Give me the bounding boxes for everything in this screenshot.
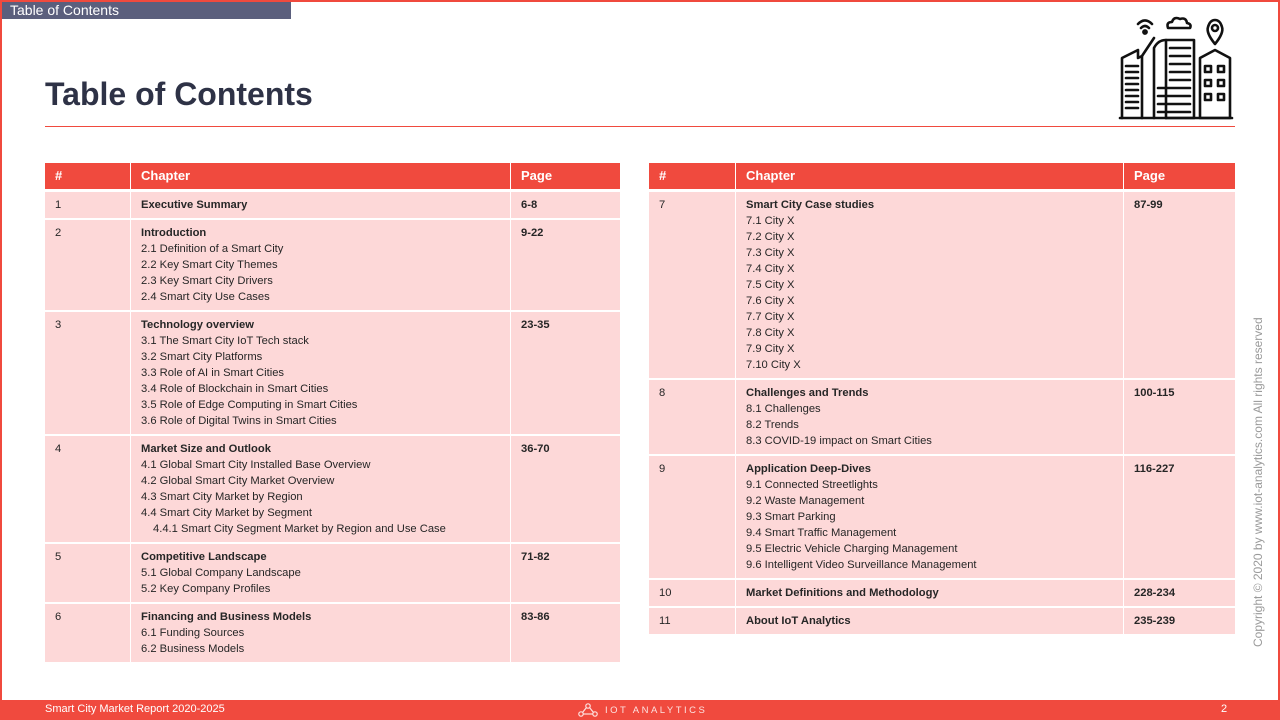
title-divider — [45, 126, 1235, 127]
chapter-cell — [131, 312, 511, 436]
column-header-page: Page — [511, 163, 620, 192]
chapter-title: Financing and Business Models — [141, 611, 312, 623]
sub-chapter: 7.2 City X — [746, 231, 795, 243]
sub-chapter: 4.1 Global Smart City Installed Base Overview — [141, 459, 371, 471]
page-range: 71-82 — [511, 544, 620, 604]
chapter-title: Introduction — [141, 227, 207, 239]
sub-chapter: 8.3 COVID-19 impact on Smart Cities — [746, 435, 932, 447]
sub-chapter: 9.4 Smart Traffic Management — [746, 527, 897, 539]
sub-chapter: 3.3 Role of AI in Smart Cities — [141, 367, 285, 379]
page-range: 228-234 — [1124, 580, 1235, 608]
chapter-number: 6 — [45, 604, 131, 664]
column-header-chapter: Chapter — [131, 163, 511, 192]
sub-chapter: 7.7 City X — [746, 311, 795, 323]
sub-chapter: 3.4 Role of Blockchain in Smart Cities — [141, 383, 329, 395]
chapter-number: 4 — [45, 436, 131, 544]
page-range: 23-35 — [511, 312, 620, 436]
chapter-number: 7 — [649, 192, 736, 380]
sub-chapter: 7.5 City X — [746, 279, 795, 291]
sub-chapter: 5.2 Key Company Profiles — [141, 583, 271, 595]
chapter-number: 3 — [45, 312, 131, 436]
sub-chapter: 4.3 Smart City Market by Region — [141, 491, 303, 503]
sub-chapter: 9.3 Smart Parking — [746, 511, 836, 523]
chapter-number: 8 — [649, 380, 736, 456]
column-header-number: # — [45, 163, 131, 192]
chapter-number: 5 — [45, 544, 131, 604]
smart-city-buildings-icon — [1118, 14, 1234, 122]
footer-logo — [577, 702, 707, 718]
sub-chapter: 2.1 Definition of a Smart City — [141, 243, 284, 255]
sub-chapter: 5.1 Global Company Landscape — [141, 567, 301, 579]
page-range: 87-99 — [1124, 192, 1235, 380]
toc-row — [45, 192, 620, 220]
toc-row — [649, 380, 1235, 456]
toc-table-right — [649, 163, 1235, 636]
toc-row — [649, 192, 1235, 380]
toc-row — [45, 312, 620, 436]
sub-chapter: 7.1 City X — [746, 215, 795, 227]
toc-table-left — [45, 163, 620, 664]
copyright-notice: Copyright © 2020 by www.iot-analytics.com All rights reserved — [1251, 317, 1265, 647]
sub-chapter: 9.2 Waste Management — [746, 495, 865, 507]
chapter-number: 9 — [649, 456, 736, 580]
chapter-title: Challenges and Trends — [746, 387, 869, 399]
chapter-title: Technology overview — [141, 319, 254, 331]
sub-chapter: 3.6 Role of Digital Twins in Smart Cities — [141, 415, 337, 427]
sub-chapter: 9.1 Connected Streetlights — [746, 479, 878, 491]
chapter-cell — [131, 604, 511, 664]
toc-row — [45, 604, 620, 664]
page-title: Table of Contents — [45, 76, 313, 112]
chapter-title: About IoT Analytics — [746, 615, 851, 627]
sub-chapter: 9.6 Intelligent Video Surveillance Management — [746, 559, 977, 571]
page-range: 235-239 — [1124, 608, 1235, 636]
chapter-cell — [736, 456, 1124, 580]
chapter-title: Application Deep-Dives — [746, 463, 871, 475]
sub-chapter: 7.8 City X — [746, 327, 795, 339]
page-range: 6-8 — [511, 192, 620, 220]
chapter-title: Smart City Case studies — [746, 199, 875, 211]
sub-chapter: 3.2 Smart City Platforms — [141, 351, 263, 363]
sub-chapter: 8.2 Trends — [746, 419, 799, 431]
sub-chapter: 6.1 Funding Sources — [141, 627, 245, 639]
toc-row — [45, 220, 620, 312]
sub-chapter: 7.6 City X — [746, 295, 795, 307]
page-range: 9-22 — [511, 220, 620, 312]
iot-analytics-logo-icon — [577, 702, 599, 718]
sub-chapter: 4.2 Global Smart City Market Overview — [141, 475, 335, 487]
toc-body-right — [649, 192, 1235, 636]
toc-row — [649, 580, 1235, 608]
chapter-title: Competitive Landscape — [141, 551, 267, 563]
sub-chapter: 7.4 City X — [746, 263, 795, 275]
sub-chapter: 3.1 The Smart City IoT Tech stack — [141, 335, 309, 347]
sub-chapter: 4.4 Smart City Market by Segment — [141, 507, 312, 519]
sub-chapter: 3.5 Role of Edge Computing in Smart Cities — [141, 399, 358, 411]
column-header-number: # — [649, 163, 736, 192]
toc-body-left — [45, 192, 620, 664]
sub-chapter: 6.2 Business Models — [141, 643, 245, 655]
column-header-chapter: Chapter — [736, 163, 1124, 192]
page-range: 83-86 — [511, 604, 620, 664]
sub-chapter: 8.1 Challenges — [746, 403, 821, 415]
chapter-number: 11 — [649, 608, 736, 636]
toc-row — [649, 608, 1235, 636]
chapter-cell — [131, 436, 511, 544]
toc-row — [649, 456, 1235, 580]
sub-chapter: 7.3 City X — [746, 247, 795, 259]
footer-logo-text: IOT ANALYTICS — [605, 704, 708, 716]
chapter-title: Executive Summary — [141, 199, 248, 211]
chapter-cell — [131, 220, 511, 312]
chapter-cell — [736, 192, 1124, 380]
footer-bar — [0, 700, 1280, 720]
page-number: 2 — [1221, 703, 1228, 715]
chapter-cell — [131, 192, 511, 220]
toc-row — [45, 544, 620, 604]
page-range: 100-115 — [1124, 380, 1235, 456]
chapter-cell — [736, 608, 1124, 636]
sub-chapter: 7.9 City X — [746, 343, 795, 355]
sub-chapter: 7.10 City X — [746, 359, 801, 371]
report-name: Smart City Market Report 2020-2025 — [45, 703, 225, 715]
sub-chapter: 4.4.1 Smart City Segment Market by Region and Use Case — [153, 523, 446, 535]
chapter-title: Market Definitions and Methodology — [746, 587, 939, 599]
chapter-title: Market Size and Outlook — [141, 443, 271, 455]
column-header-page: Page — [1124, 163, 1235, 192]
chapter-number: 10 — [649, 580, 736, 608]
chapter-cell — [736, 380, 1124, 456]
chapter-cell — [131, 544, 511, 604]
toc-header-row — [45, 163, 620, 192]
section-tag: Table of Contents — [2, 2, 291, 19]
chapter-cell — [736, 580, 1124, 608]
toc-row — [45, 436, 620, 544]
page-range: 116-227 — [1124, 456, 1235, 580]
sub-chapter: 2.2 Key Smart City Themes — [141, 259, 278, 271]
chapter-number: 2 — [45, 220, 131, 312]
sub-chapter: 9.5 Electric Vehicle Charging Management — [746, 543, 958, 555]
sub-chapter: 2.4 Smart City Use Cases — [141, 291, 270, 303]
page-range: 36-70 — [511, 436, 620, 544]
toc-header-row — [649, 163, 1235, 192]
sub-chapter: 2.3 Key Smart City Drivers — [141, 275, 273, 287]
chapter-number: 1 — [45, 192, 131, 220]
